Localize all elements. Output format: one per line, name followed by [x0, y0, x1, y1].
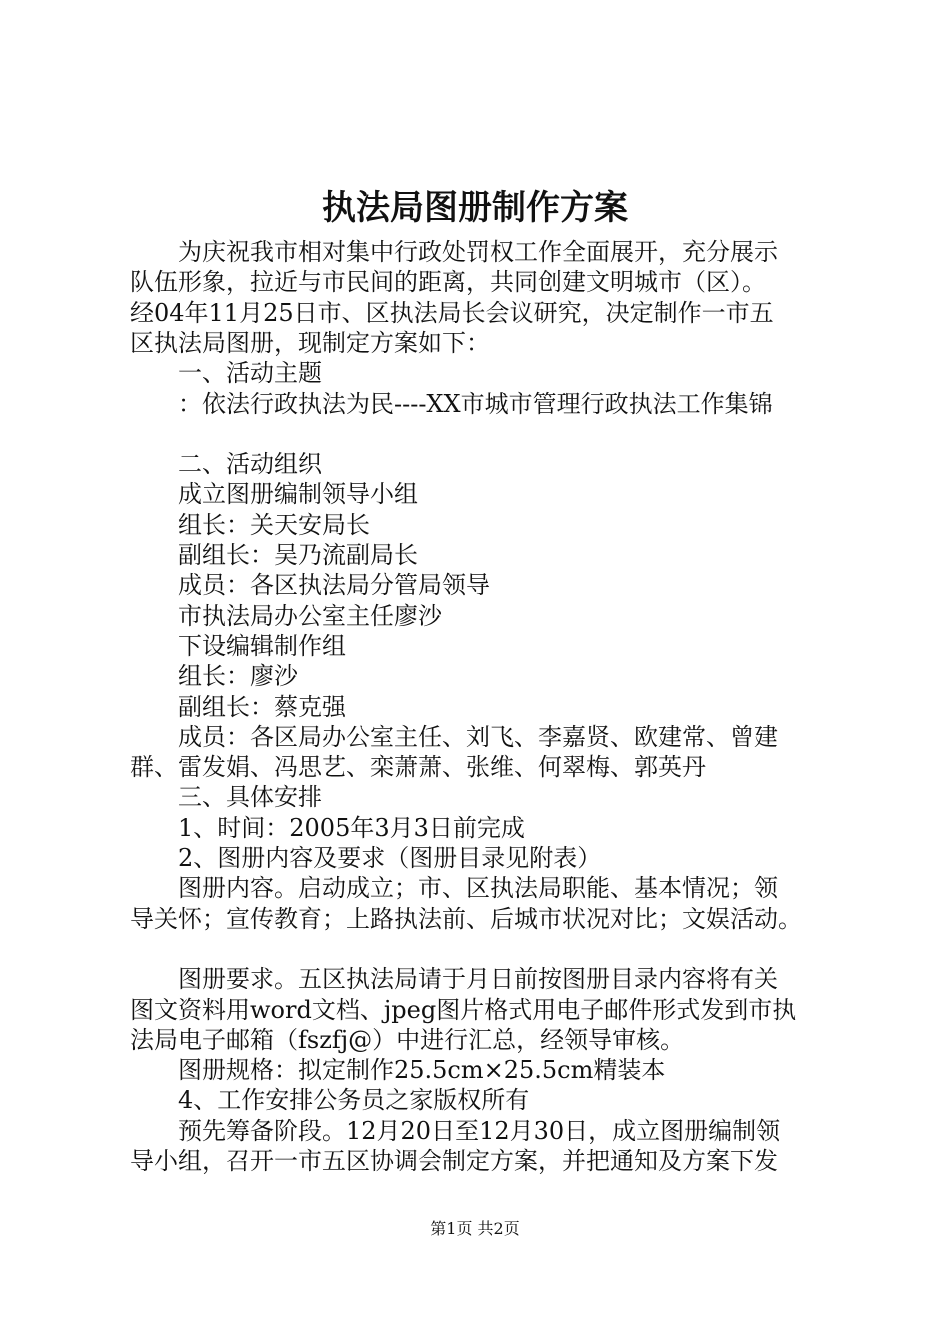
body-line: 2、图册内容及要求（图册目录见附表） — [130, 844, 602, 872]
body-line: ：依法行政执法为民----XX市城市管理行政执法工作集锦 — [130, 389, 773, 418]
body-line: 队伍形象，拉近与市民间的距离，共同创建文明城市（区）。 — [130, 268, 766, 297]
body-line: 副组长：蔡克强 — [130, 692, 346, 721]
body-line: 图册内容。启动成立；市、区执法局职能、基本情况；领 — [130, 874, 778, 903]
body-line: 成员：各区局办公室主任、刘飞、李嘉贤、欧建常、曾建 — [130, 722, 778, 751]
body-line: 区执法局图册，现制定方案如下： — [130, 328, 490, 357]
body-line: 下设编辑制作组 — [130, 631, 346, 660]
body-line: 预先筹备阶段。12月20日至12月30日，成立图册编制领 — [130, 1116, 781, 1145]
body-line: 组长：关天安局长 — [130, 510, 370, 539]
body-line: 图册要求。五区执法局请于月日前按图册目录内容将有关 — [130, 965, 778, 994]
body-line: 二、活动组织 — [130, 450, 322, 479]
body-line: 图册规格：拟定制作25.5cm×25.5cm精装本 — [130, 1056, 666, 1085]
body-line: 市执法局办公室主任廖沙 — [130, 601, 442, 630]
body-line: 为庆祝我市相对集中行政处罚权工作全面展开，充分展示 — [130, 238, 778, 266]
document-title: 执法局图册制作方案 — [322, 188, 628, 228]
body-line: 成立图册编制领导小组 — [130, 480, 418, 509]
body-line: 导小组，召开一市五区协调会制定方案，并把通知及方案下发 — [130, 1147, 778, 1175]
body-line: 1、时间：2005年3月3日前完成 — [130, 813, 525, 842]
body-line: 组长：廖沙 — [130, 662, 298, 691]
body-line: 一、活动主题 — [130, 359, 322, 388]
body-line: 副组长：吴乃流副局长 — [130, 541, 418, 569]
body-line: 成员：各区执法局分管局领导 — [130, 571, 490, 600]
body-line: 导关怀；宣传教育；上路执法前、后城市状况对比；文娱活动。 — [130, 904, 802, 933]
body-line: 群、雷发娟、冯思艺、栾萧萧、张维、何翠梅、郭英丹 — [130, 753, 706, 782]
body-line: 4、工作安排公务员之家版权所有 — [130, 1086, 530, 1115]
body-line: 三、具体安排 — [130, 783, 322, 812]
body-line: 法局电子邮箱（fszfj@）中进行汇总，经领导审核。 — [130, 1025, 685, 1054]
body-line: 图文资料用word文档、jpeg图片格式用电子邮件形式发到市执 — [130, 995, 797, 1024]
page-footer: 第1页 共2页 — [430, 1219, 520, 1238]
body-line: 经04年11月25日市、区执法局长会议研究，决定制作一市五 — [130, 298, 774, 327]
